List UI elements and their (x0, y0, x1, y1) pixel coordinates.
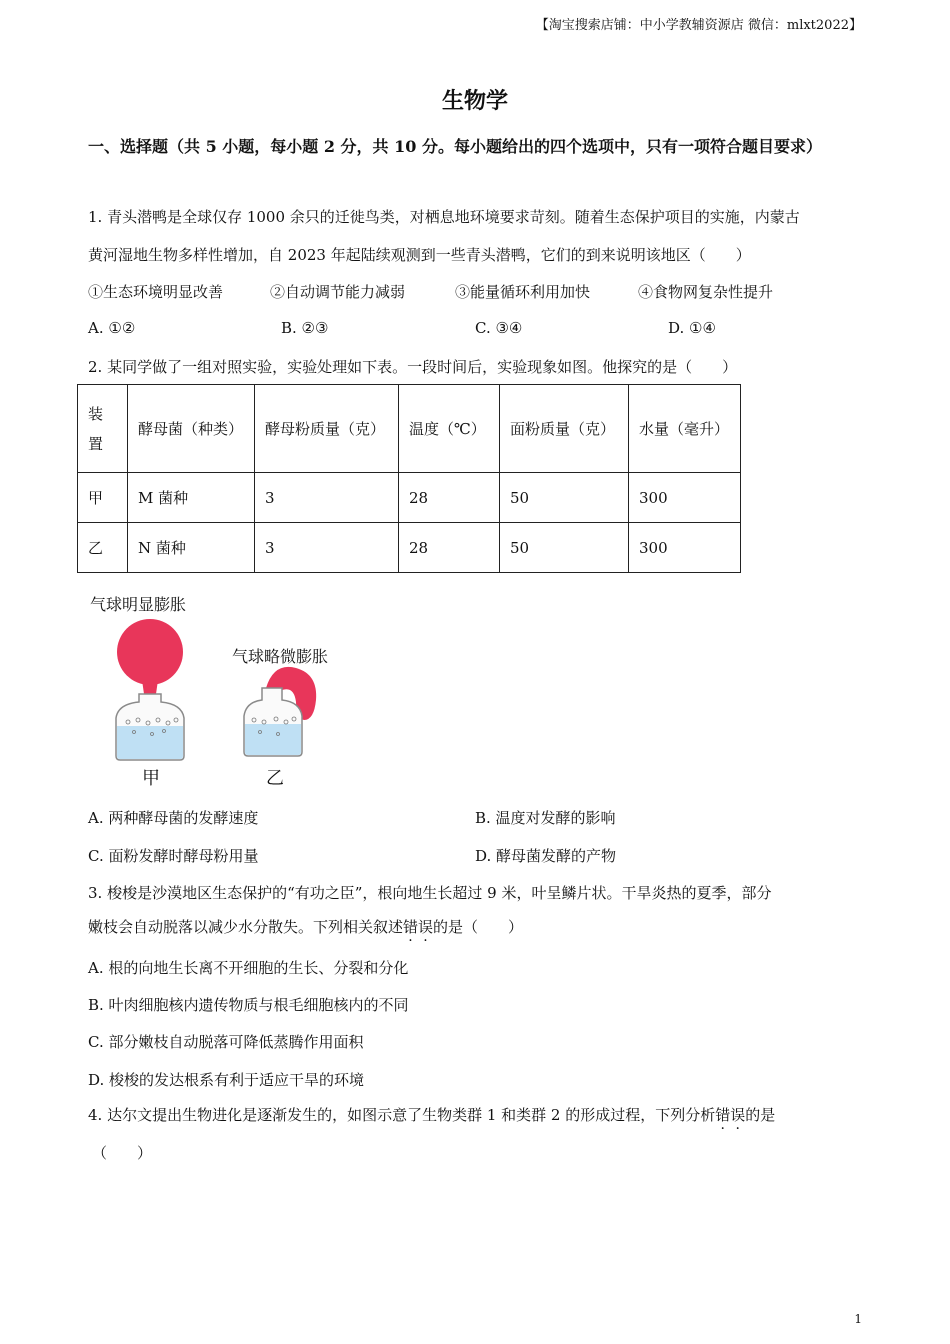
q1-option-b: B. ②③ (281, 319, 329, 337)
table-cell: 300 (629, 473, 741, 523)
figure-caption-yi: 乙 (266, 768, 284, 789)
q4-line1 (88, 1104, 775, 1125)
table-header-cell: 装置 (78, 385, 128, 473)
q1-line2: 黄河湿地生物多样性增加，自 2023 年起陆续观测到一些青头潜鸭，它们的到来说明该地区（ ） (88, 246, 751, 264)
figure-label-yi-balloon: 气球略微膨胀 (232, 647, 329, 666)
q1-item-2: ②自动调节能力减弱 (270, 283, 406, 301)
page-number: 1 (854, 1312, 862, 1326)
balloon-bottles-illustration (86, 590, 356, 790)
table-header-cell: 酵母粉质量（克） (255, 385, 399, 473)
q4-emphasis-char: 误 (730, 1106, 746, 1124)
q2-option-d: D. 酵母菌发酵的产物 (475, 847, 617, 865)
q3-line2 (88, 916, 523, 937)
figure-label-jia-balloon: 气球明显膨胀 (90, 595, 187, 614)
q4-line1-text: 4. 达尔文提出生物进化是逐渐发生的，如图示意了生物类群 1 和类群 2 的形成过程，下列分析 (88, 1106, 716, 1124)
q1-item-1: ①生态环境明显改善 (88, 283, 224, 301)
table-header-row (78, 385, 741, 473)
table-header-cell: 水量（毫升） (629, 385, 741, 473)
q3-emphasis-char: 误 (418, 918, 434, 936)
q3-option-a: A. 根的向地生长离不开细胞的生长、分裂和分化 (88, 959, 409, 977)
q1-item-4: ④食物网复杂性提升 (638, 283, 774, 301)
q3-line2-text: 嫩枝会自动脱落以减少水分散失。下列相关叙述 (88, 918, 404, 936)
q1-option-a: A. ①② (88, 319, 136, 337)
table-cell: 300 (629, 523, 741, 573)
table-header-cell: 酵母菌（种类） (128, 385, 255, 473)
q1-option-c: C. ③④ (475, 319, 523, 337)
bottle-jia-icon (116, 619, 184, 760)
q3-option-b: B. 叶肉细胞核内遗传物质与根毛细胞核内的不同 (88, 996, 409, 1014)
q1-item-3: ③能量循环利用加快 (455, 283, 591, 301)
q2-option-c: C. 面粉发酵时酵母粉用量 (88, 847, 259, 865)
figure-caption-jia: 甲 (142, 768, 160, 789)
q3-emphasis-char: 错 (403, 918, 419, 936)
q4-line2: （ ） (92, 1144, 153, 1162)
bottle-yi-icon (244, 667, 316, 756)
page-title: 生物学 (441, 88, 508, 114)
table-header-cell: 面粉质量（克） (500, 385, 629, 473)
q1-option-d: D. ①④ (668, 319, 716, 337)
table-cell: 28 (399, 473, 500, 523)
q4-line1-text: 的是 (745, 1106, 776, 1124)
q3-option-d: D. 梭梭的发达根系有利于适应干旱的环境 (88, 1071, 365, 1089)
table-cell: N 菌种 (128, 523, 255, 573)
table-header-cell: 温度（℃） (399, 385, 500, 473)
table-cell: 甲 (78, 473, 128, 523)
q3-option-c: C. 部分嫩枝自动脱落可降低蒸腾作用面积 (88, 1033, 364, 1051)
fermentation-figure (86, 590, 356, 790)
table-row (78, 523, 741, 573)
q3-line1: 3. 梭梭是沙漠地区生态保护的“有功之臣”，根向地生长超过 9 米，叶呈鳞片状。干旱炎热的夏季，部分 (88, 884, 772, 902)
section-heading: 一、选择题（共 5 小题，每小题 2 分，共 10 分。每小题给出的四个选项中，只有一项符合题目要求） (88, 137, 822, 156)
table-cell: M 菌种 (128, 473, 255, 523)
table-cell: 3 (255, 473, 399, 523)
q2-stem: 2. 某同学做了一组对照实验，实验处理如下表。一段时间后，实验现象如图。他探究的是（ ） (88, 358, 738, 376)
q2-option-b: B. 温度对发酵的影响 (475, 809, 616, 827)
table-cell: 3 (255, 523, 399, 573)
q4-emphasis-char: 错 (715, 1106, 731, 1124)
table-cell: 50 (500, 523, 629, 573)
header-note: 【淘宝搜索店铺：中小学教辅资源店 微信：mlxt2022】 (535, 18, 862, 33)
q3-line2-text: 的是（ ） (433, 918, 524, 936)
table-cell: 乙 (78, 523, 128, 573)
table-row (78, 473, 741, 523)
q1-line1: 1. 青头潜鸭是全球仅存 1000 余只的迁徙鸟类，对栖息地环境要求苛刻。随着生态保护项目的实施，内蒙古 (88, 208, 800, 226)
table-cell: 50 (500, 473, 629, 523)
table-cell: 28 (399, 523, 500, 573)
experiment-table (77, 384, 741, 573)
q2-option-a: A. 两种酵母菌的发酵速度 (88, 809, 259, 827)
